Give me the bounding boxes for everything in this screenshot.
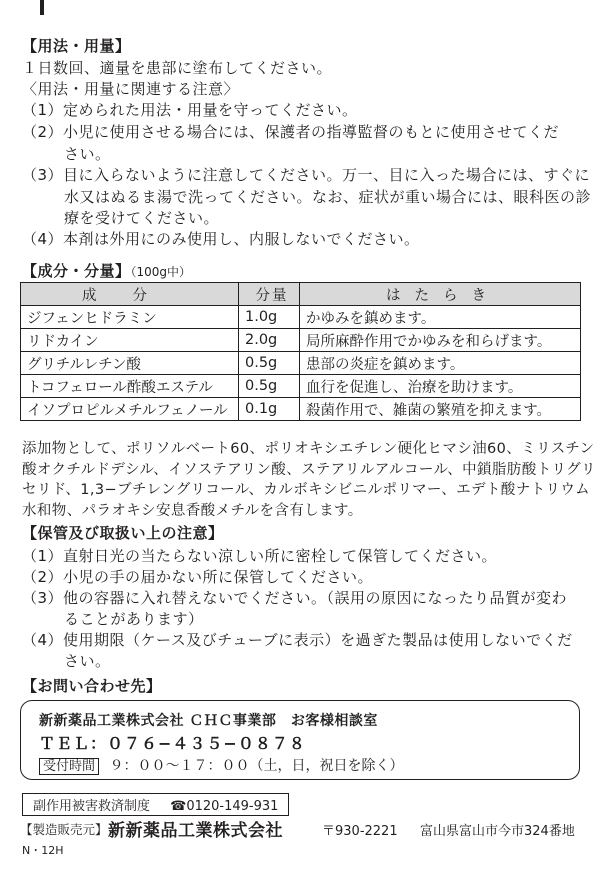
contact-box — [20, 700, 580, 780]
usage-item-3: （3）目に入らないように注意してください。万一、目に入った場合には、すぐに — [22, 166, 591, 184]
usage-item-3-cont-1: 水又はぬるま湯で洗ってください。なお、症状が重い場合には、眼科医の診 — [64, 188, 592, 206]
ingredient-amount: 2.0g — [239, 329, 300, 352]
storage-item-2: （2）小児の手の届かない所に保管してください。 — [22, 568, 374, 586]
additives-line-1: 添加物として、ポリソルベート60、ポリオキシエチレン硬化ヒマシ油60、ミリスチン — [22, 441, 595, 457]
storage-item-4-cont: さい。 — [64, 652, 111, 670]
hours-value: ９：００〜１７：００（土，日，祝日を除く） — [109, 758, 404, 774]
ingredient-name: リドカイン — [21, 329, 239, 352]
storage-item-4: （4）使用期限（ケース及びチューブに表示）を過ぎた製品は使用しないでくだ — [22, 631, 573, 649]
hours-label: 受付時間 — [39, 758, 99, 775]
usage-dosage: １日数回、適量を患部に塗布してください。 — [22, 59, 333, 77]
table-row — [21, 375, 581, 398]
ingredients-unit-note: （100g中） — [130, 265, 192, 279]
ingredient-function: 血行を促進し、治療を助けます。 — [300, 375, 581, 398]
seller-label: 【製造販売元】 — [20, 822, 108, 837]
usage-item-4: （4）本剤は外用にのみ使用し、内服しないでください。 — [22, 230, 420, 248]
ingredient-function: 殺菌作用で、雑菌の繁殖を抑えます。 — [300, 398, 581, 421]
relief-phone: ☎0120-149-931 — [170, 799, 279, 814]
contact-heading: 【お問い合わせ先】 — [22, 677, 162, 695]
seller-address: 富山県富山市今市324番地 — [420, 824, 575, 839]
relief-label: 副作用被害救済制度 — [33, 799, 151, 814]
usage-item-1: （1）定められた用法・用量を守ってください。 — [22, 101, 358, 119]
ingredient-amount: 1.0g — [239, 306, 300, 329]
storage-item-3-cont: ることがあります） — [64, 610, 204, 628]
storage-item-3: （3）他の容器に入れ替えないでください。（誤用の原因になったり品質が変わ — [22, 589, 568, 607]
additives-line-3: セリド、1,3−ブチレングリコール、カルボキシビニルポリマー、エデト酸ナトリウム — [22, 482, 591, 498]
ingredient-name: トコフェロール酢酸エステル — [21, 375, 239, 398]
table-row — [21, 352, 581, 375]
ingredient-function: かゆみを鎮めます。 — [300, 306, 581, 329]
table-row — [21, 398, 581, 421]
contact-hours-row — [39, 755, 403, 775]
usage-item-2: （2）小児に使用させる場合には、保護者の指導監督のもとに使用させてくだ — [22, 123, 560, 141]
ingredients-table — [20, 282, 581, 421]
ingredient-name: イソプロピルメチルフェノール — [21, 398, 239, 421]
contact-company: 新新薬品工業株式会社 ＣＨＣ事業部 お客様相談室 — [39, 713, 378, 729]
relief-box — [22, 793, 289, 816]
storage-heading: 【保管及び取扱い上の注意】 — [22, 524, 224, 542]
additives-line-2: 酸オクチルドデシル、イソステアリン酸、ステアリルアルコール、中鎖脂肪酸トリグリ — [22, 462, 596, 478]
contact-tel: ＴＥＬ：０７６−４３５−０８７８ — [39, 734, 306, 753]
usage-item-3-cont-2: 療を受けてください。 — [64, 209, 220, 227]
ingredient-name: ジフェンヒドラミン — [21, 306, 239, 329]
usage-related-heading: 〈用法・用量に関連する注意〉 — [22, 80, 240, 98]
seller-postal: 〒930-2221 — [322, 824, 398, 839]
ingredients-heading: 【成分・分量】（100g中） — [22, 262, 192, 280]
ingredient-amount: 0.5g — [239, 375, 300, 398]
ingredient-amount: 0.1g — [239, 398, 300, 421]
usage-item-2-cont: さい。 — [64, 145, 111, 163]
column-header-amount: 分量 — [239, 283, 300, 306]
cut-mark — [40, 0, 44, 15]
ingredient-name: グリチルレチン酸 — [21, 352, 239, 375]
usage-heading: 【用法・用量】 — [22, 37, 131, 55]
ingredient-amount: 0.5g — [239, 352, 300, 375]
column-header-ingredient: 成分 — [21, 283, 239, 306]
ingredient-function: 患部の炎症を鎮めます。 — [300, 352, 581, 375]
column-header-function: はたらき — [300, 283, 581, 306]
table-header-row — [21, 283, 581, 306]
table-row — [21, 306, 581, 329]
ingredient-function: 局所麻酔作用でかゆみを和らげます。 — [300, 329, 581, 352]
product-code: N・12H — [22, 844, 64, 857]
storage-item-1: （1）直射日光の当たらない涼しい所に密栓して保管してください。 — [22, 547, 498, 565]
additives-line-4: 水和物、パラオキシ安息香酸メチルを含有します。 — [22, 503, 363, 519]
table-row — [21, 329, 581, 352]
seller-company: 新新薬品工業株式会社 — [108, 821, 283, 841]
